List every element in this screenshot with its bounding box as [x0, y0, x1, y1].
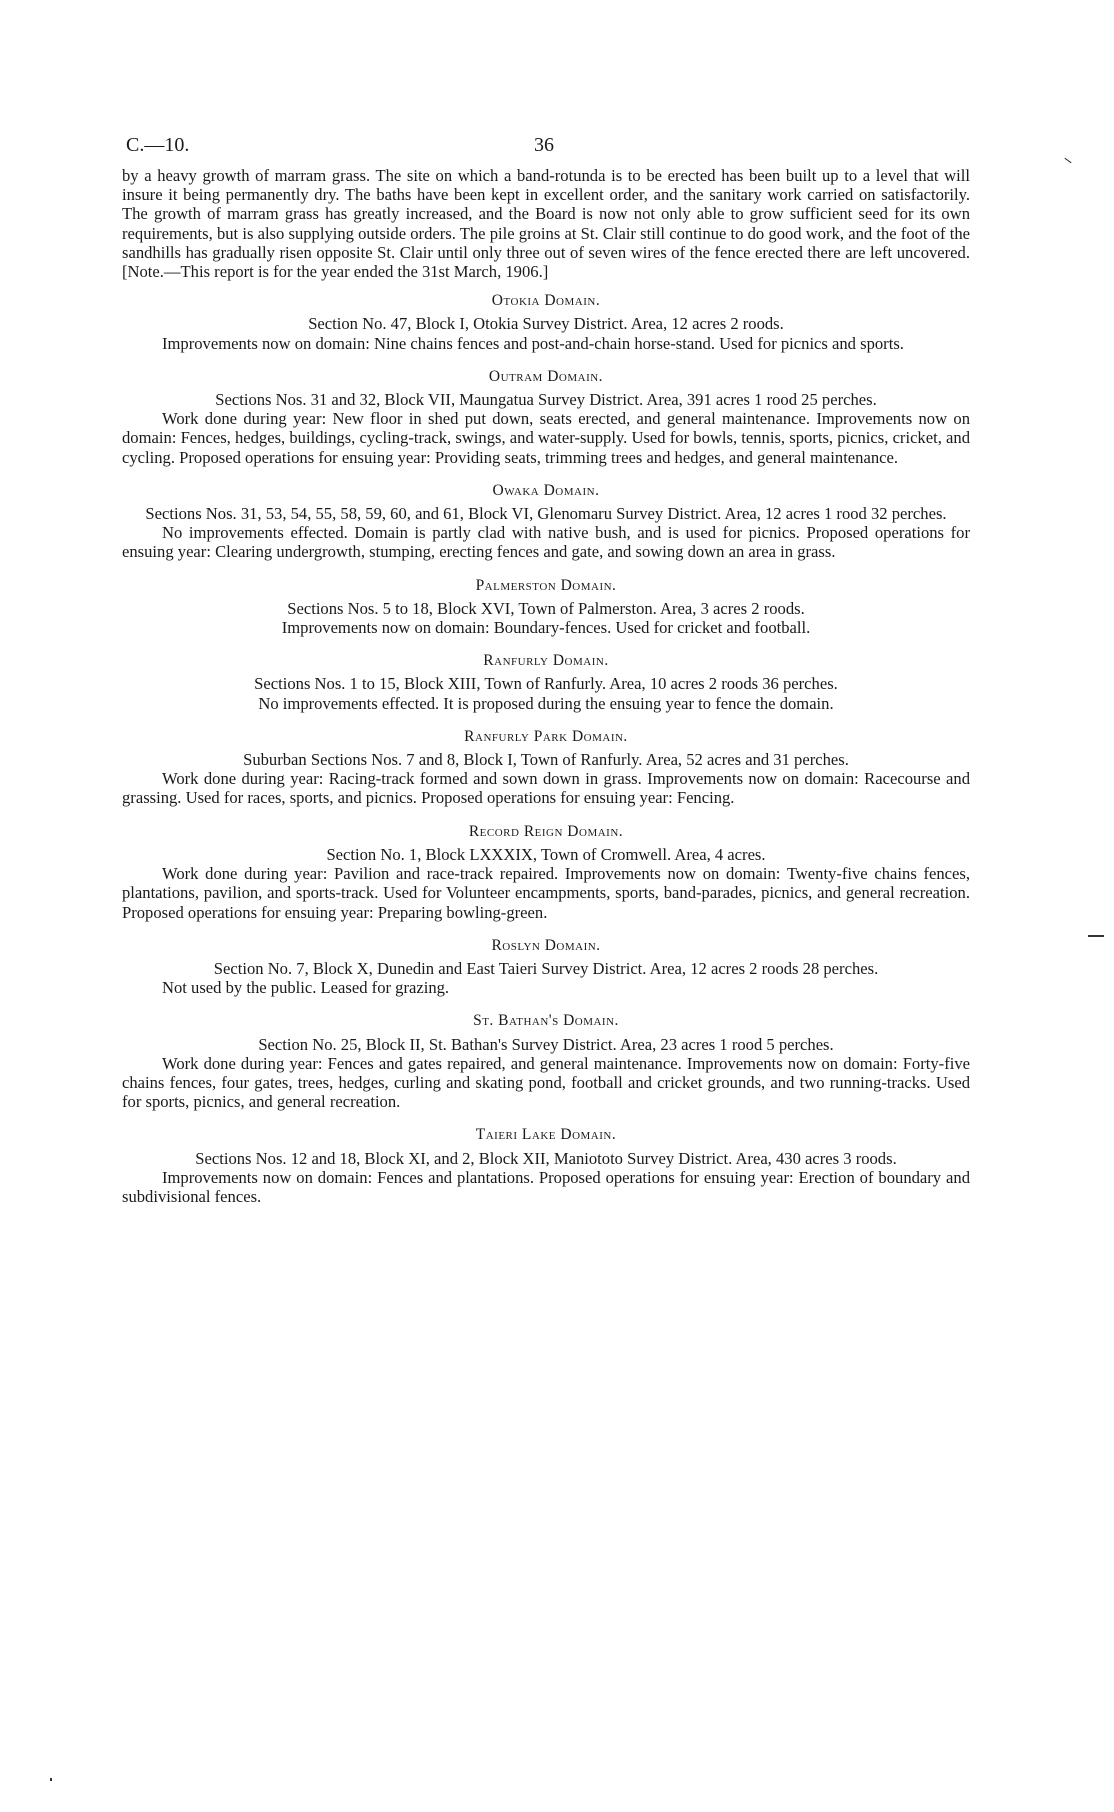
domain-body: Work done during year: New floor in shed put down, seats erected, and general maintenance. Improvements now on domain: Fences, hedges, buildings, cycling-track, swings, and water-supply. Used for bowls, tennis, sports, picnics, cricket, and cycling. Proposed operations for ensuing year: Providing seats, trimming trees and hedges, and general maintenance.	[122, 409, 970, 467]
domain-otokia	[122, 291, 970, 353]
domain-title: St. Bathan's Domain.	[473, 1012, 619, 1030]
domain-st-bathans	[122, 1011, 970, 1111]
intro-paragraph: by a heavy growth of marram grass. The site on which a band-rotunda is to be erected has been built up to a level that will insure it being permanently dry. The baths have been kept in excellent order, and the sanitary work carried on satisfactorily. The growth of marram grass has greatly increased, and the Board is now not only able to grow sufficient seed for its own requirements, but is also supplying outside orders. The pile groins at St. Clair still continue to do good work, and the foot of the sandhills has gradually risen opposite St. Clair until only three out of seven wires of the fence erected there are left uncovered. [Note.—This report is for the year ended the 31st March, 1906.]	[122, 166, 970, 282]
domain-section: Suburban Sections Nos. 7 and 8, Block I, Town of Ranfurly. Area, 52 acres and 31 perches.	[243, 750, 849, 770]
domain-section: Section No. 7, Block X, Dunedin and East Taieri Survey District. Area, 12 acres 2 roods 28 perches.	[213, 958, 879, 978]
domain-body: Work done during year: Pavilion and race-track repaired. Improvements now on domain: Twenty-five chains fences, plantations, pavilion, and sports-track. Used for Volunteer encampments, sports, band-parades, picnics, and general recreation. Proposed operations for ensuing year: Preparing bowling-green.	[122, 864, 970, 922]
domain-title: Outram Domain.	[488, 367, 604, 385]
domain-ranfurly-park	[122, 727, 970, 808]
scan-mark	[1064, 158, 1071, 163]
scan-mark	[50, 1778, 52, 1781]
domain-roslyn	[122, 936, 970, 998]
scan-mark	[1088, 935, 1104, 937]
domain-section: Sections Nos. 31 and 32, Block VII, Maungatua Survey District. Area, 391 acres 1 rood 25 perches.	[215, 390, 877, 410]
domain-body: Work done during year: Fences and gates repaired, and general maintenance. Improvements now on domain: Forty-five chains fences, four gates, trees, hedges, curling and skating pond, football and cricket grounds, and two running-tracks. Used for sports, picnics, and general recreation.	[122, 1053, 970, 1112]
domain-title: Ranfurly Domain.	[483, 652, 609, 670]
domain-owaka	[122, 481, 970, 562]
domain-body: Improvements now on domain: Fences and plantations. Proposed operations for ensuing year: Erection of boundary and subdivisional fences.	[122, 1167, 970, 1206]
domain-body: Work done during year: Racing-track formed and sown down in grass. Improvements now on domain: Racecourse and grassing. Used for races, sports, and picnics. Proposed operations for ensuing year: Fencing.	[122, 769, 970, 808]
domain-body: Improvements now on domain: Boundary-fences. Used for cricket and football.	[281, 618, 811, 638]
domain-title: Roslyn Domain.	[491, 936, 601, 954]
domain-ranfurly	[122, 651, 970, 713]
domain-section: Sections Nos. 12 and 18, Block XI, and 2, Block XII, Maniototo Survey District. Area, 430 acres 3 roods.	[195, 1148, 897, 1168]
domain-title: Ranfurly Park Domain.	[464, 727, 628, 745]
document-reference: C.—10.	[126, 134, 190, 156]
domain-title: Taieri Lake Domain.	[475, 1126, 617, 1144]
domain-section: Section No. 1, Block LXXXIX, Town of Cromwell. Area, 4 acres.	[326, 844, 766, 864]
domain-outram	[122, 367, 970, 467]
page-header	[122, 128, 970, 166]
domain-palmerston	[122, 576, 970, 638]
page-number: 36	[534, 134, 554, 156]
domain-body: No improvements effected. It is proposed during the ensuing year to fence the domain.	[258, 693, 834, 713]
domain-title: Record Reign Domain.	[468, 822, 624, 840]
domain-taieri-lake	[122, 1125, 970, 1206]
domain-body: Improvements now on domain: Nine chains fences and post-and-chain horse-stand. Used for picnics and sports.	[162, 333, 904, 353]
domain-body: No improvements effected. Domain is partly clad with native bush, and is used for picnics. Proposed operations for ensuing year: Clearing undergrowth, stumping, erecting fences and gate, and sowing down an area in grass.	[122, 523, 970, 562]
domain-section: Sections Nos. 1 to 15, Block XIII, Town of Ranfurly. Area, 10 acres 2 roods 36 perches.	[254, 674, 838, 694]
domain-title: Palmerston Domain.	[475, 576, 617, 594]
domain-section: Section No. 25, Block II, St. Bathan's Survey District. Area, 23 acres 1 rood 5 perches.	[258, 1034, 834, 1054]
domain-title: Owaka Domain.	[492, 481, 600, 499]
document-page	[122, 128, 970, 1220]
domain-section: Section No. 47, Block I, Otokia Survey District. Area, 12 acres 2 roods.	[308, 314, 784, 334]
domain-title: Otokia Domain.	[491, 292, 601, 310]
domain-record-reign	[122, 822, 970, 922]
domain-section: Sections Nos. 31, 53, 54, 55, 58, 59, 60, and 61, Block VI, Glenomaru Survey District. Area, 12 acres 1 rood 32 perches.	[145, 504, 947, 524]
domain-section: Sections Nos. 5 to 18, Block XVI, Town of Palmerston. Area, 3 acres 2 roods.	[287, 598, 805, 618]
domain-body: Not used by the public. Leased for grazing.	[162, 978, 450, 998]
